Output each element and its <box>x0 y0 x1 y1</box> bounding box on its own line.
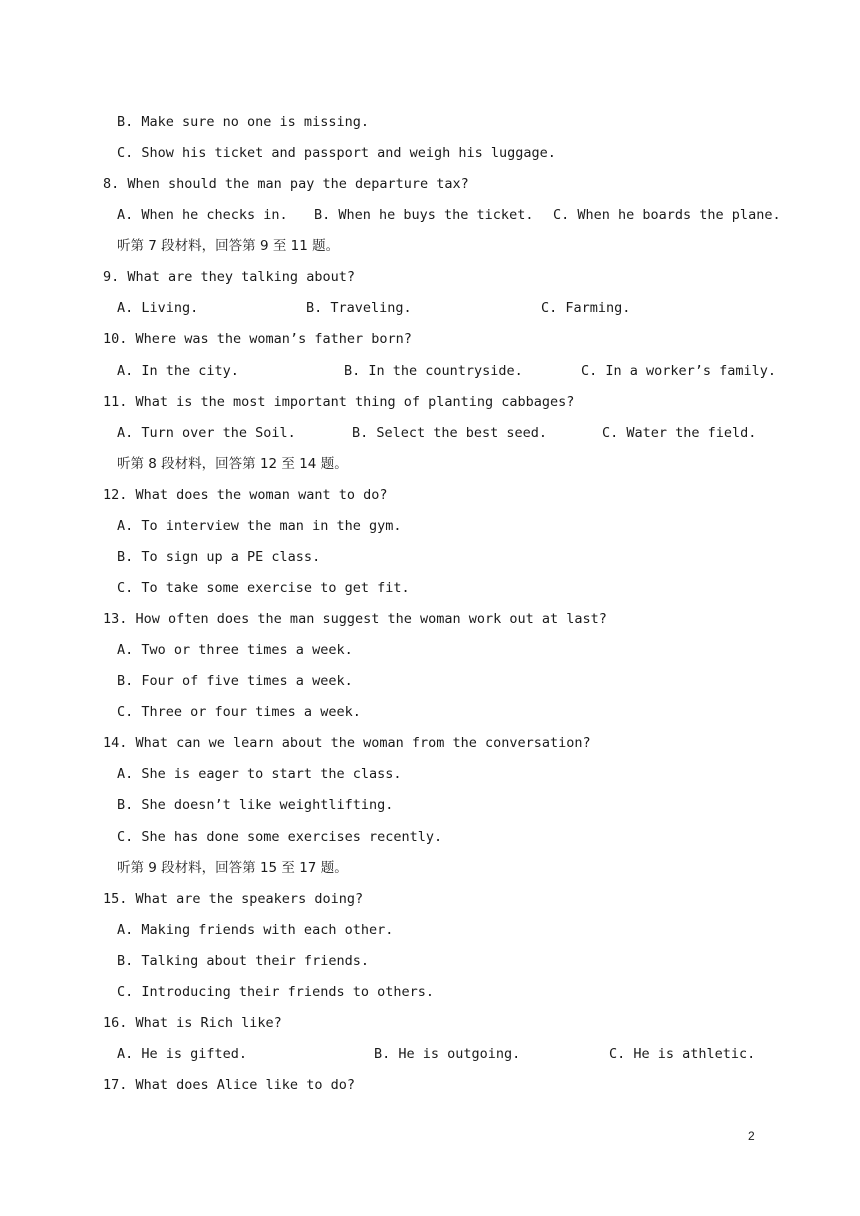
question-13: 13. How often does the man suggest the woman work out at last? <box>103 611 607 627</box>
option-16c: C. He is athletic. <box>609 1046 756 1062</box>
question-17: 17. What does Alice like to do? <box>103 1077 355 1093</box>
page-number: 2 <box>748 1129 755 1143</box>
option-11c: C. Water the field. <box>602 425 757 441</box>
option-8c: C. When he boards the plane. <box>553 207 781 223</box>
option-11b: B. Select the best seed. <box>352 425 548 441</box>
option-14b: B. She doesn’t like weightlifting. <box>117 797 394 813</box>
option-16b: B. He is outgoing. <box>374 1046 521 1062</box>
option-12a: A. To interview the man in the gym. <box>117 518 402 534</box>
option-10c: C. In a worker’s family. <box>581 363 777 379</box>
question-10: 10. Where was the woman’s father born? <box>103 331 412 347</box>
question-15: 15. What are the speakers doing? <box>103 891 364 907</box>
option-9c: C. Farming. <box>541 300 631 316</box>
option-13a: A. Two or three times a week. <box>117 642 353 658</box>
option-13b: B. Four of five times a week. <box>117 673 353 689</box>
option-14a: A. She is eager to start the class. <box>117 766 402 782</box>
option-13c: C. Three or four times a week. <box>117 704 361 720</box>
option-15c: C. Introducing their friends to others. <box>117 984 434 1000</box>
option-16a: A. He is gifted. <box>117 1046 248 1062</box>
option-9a: A. Living. <box>117 300 199 316</box>
question-8: 8. When should the man pay the departure tax? <box>103 176 469 192</box>
question-16: 16. What is Rich like? <box>103 1015 282 1031</box>
question-12: 12. What does the woman want to do? <box>103 487 388 503</box>
option-15b: B. Talking about their friends. <box>117 953 369 969</box>
section-heading-7: 听第 7 段材料，回答第 9 至 11 题。 <box>117 238 340 254</box>
section-heading-9: 听第 9 段材料，回答第 15 至 17 题。 <box>117 860 348 876</box>
option-15a: A. Making friends with each other. <box>117 922 394 938</box>
option-7c: C. Show his ticket and passport and weigh his luggage. <box>117 145 556 161</box>
section-heading-8: 听第 8 段材料，回答第 12 至 14 题。 <box>117 456 348 472</box>
question-11: 11. What is the most important thing of planting cabbages? <box>103 394 575 410</box>
option-7b: B. Make sure no one is missing. <box>117 114 369 130</box>
option-8b: B. When he buys the ticket. <box>314 207 534 223</box>
option-12c: C. To take some exercise to get fit. <box>117 580 410 596</box>
option-8a: A. When he checks in. <box>117 207 288 223</box>
option-9b: B. Traveling. <box>306 300 412 316</box>
option-11a: A. Turn over the Soil. <box>117 425 296 441</box>
option-10a: A. In the city. <box>117 363 239 379</box>
option-10b: B. In the countryside. <box>344 363 523 379</box>
option-12b: B. To sign up a PE class. <box>117 549 321 565</box>
question-9: 9. What are they talking about? <box>103 269 355 285</box>
question-14: 14. What can we learn about the woman from the conversation? <box>103 735 591 751</box>
option-14c: C. She has done some exercises recently. <box>117 829 443 845</box>
